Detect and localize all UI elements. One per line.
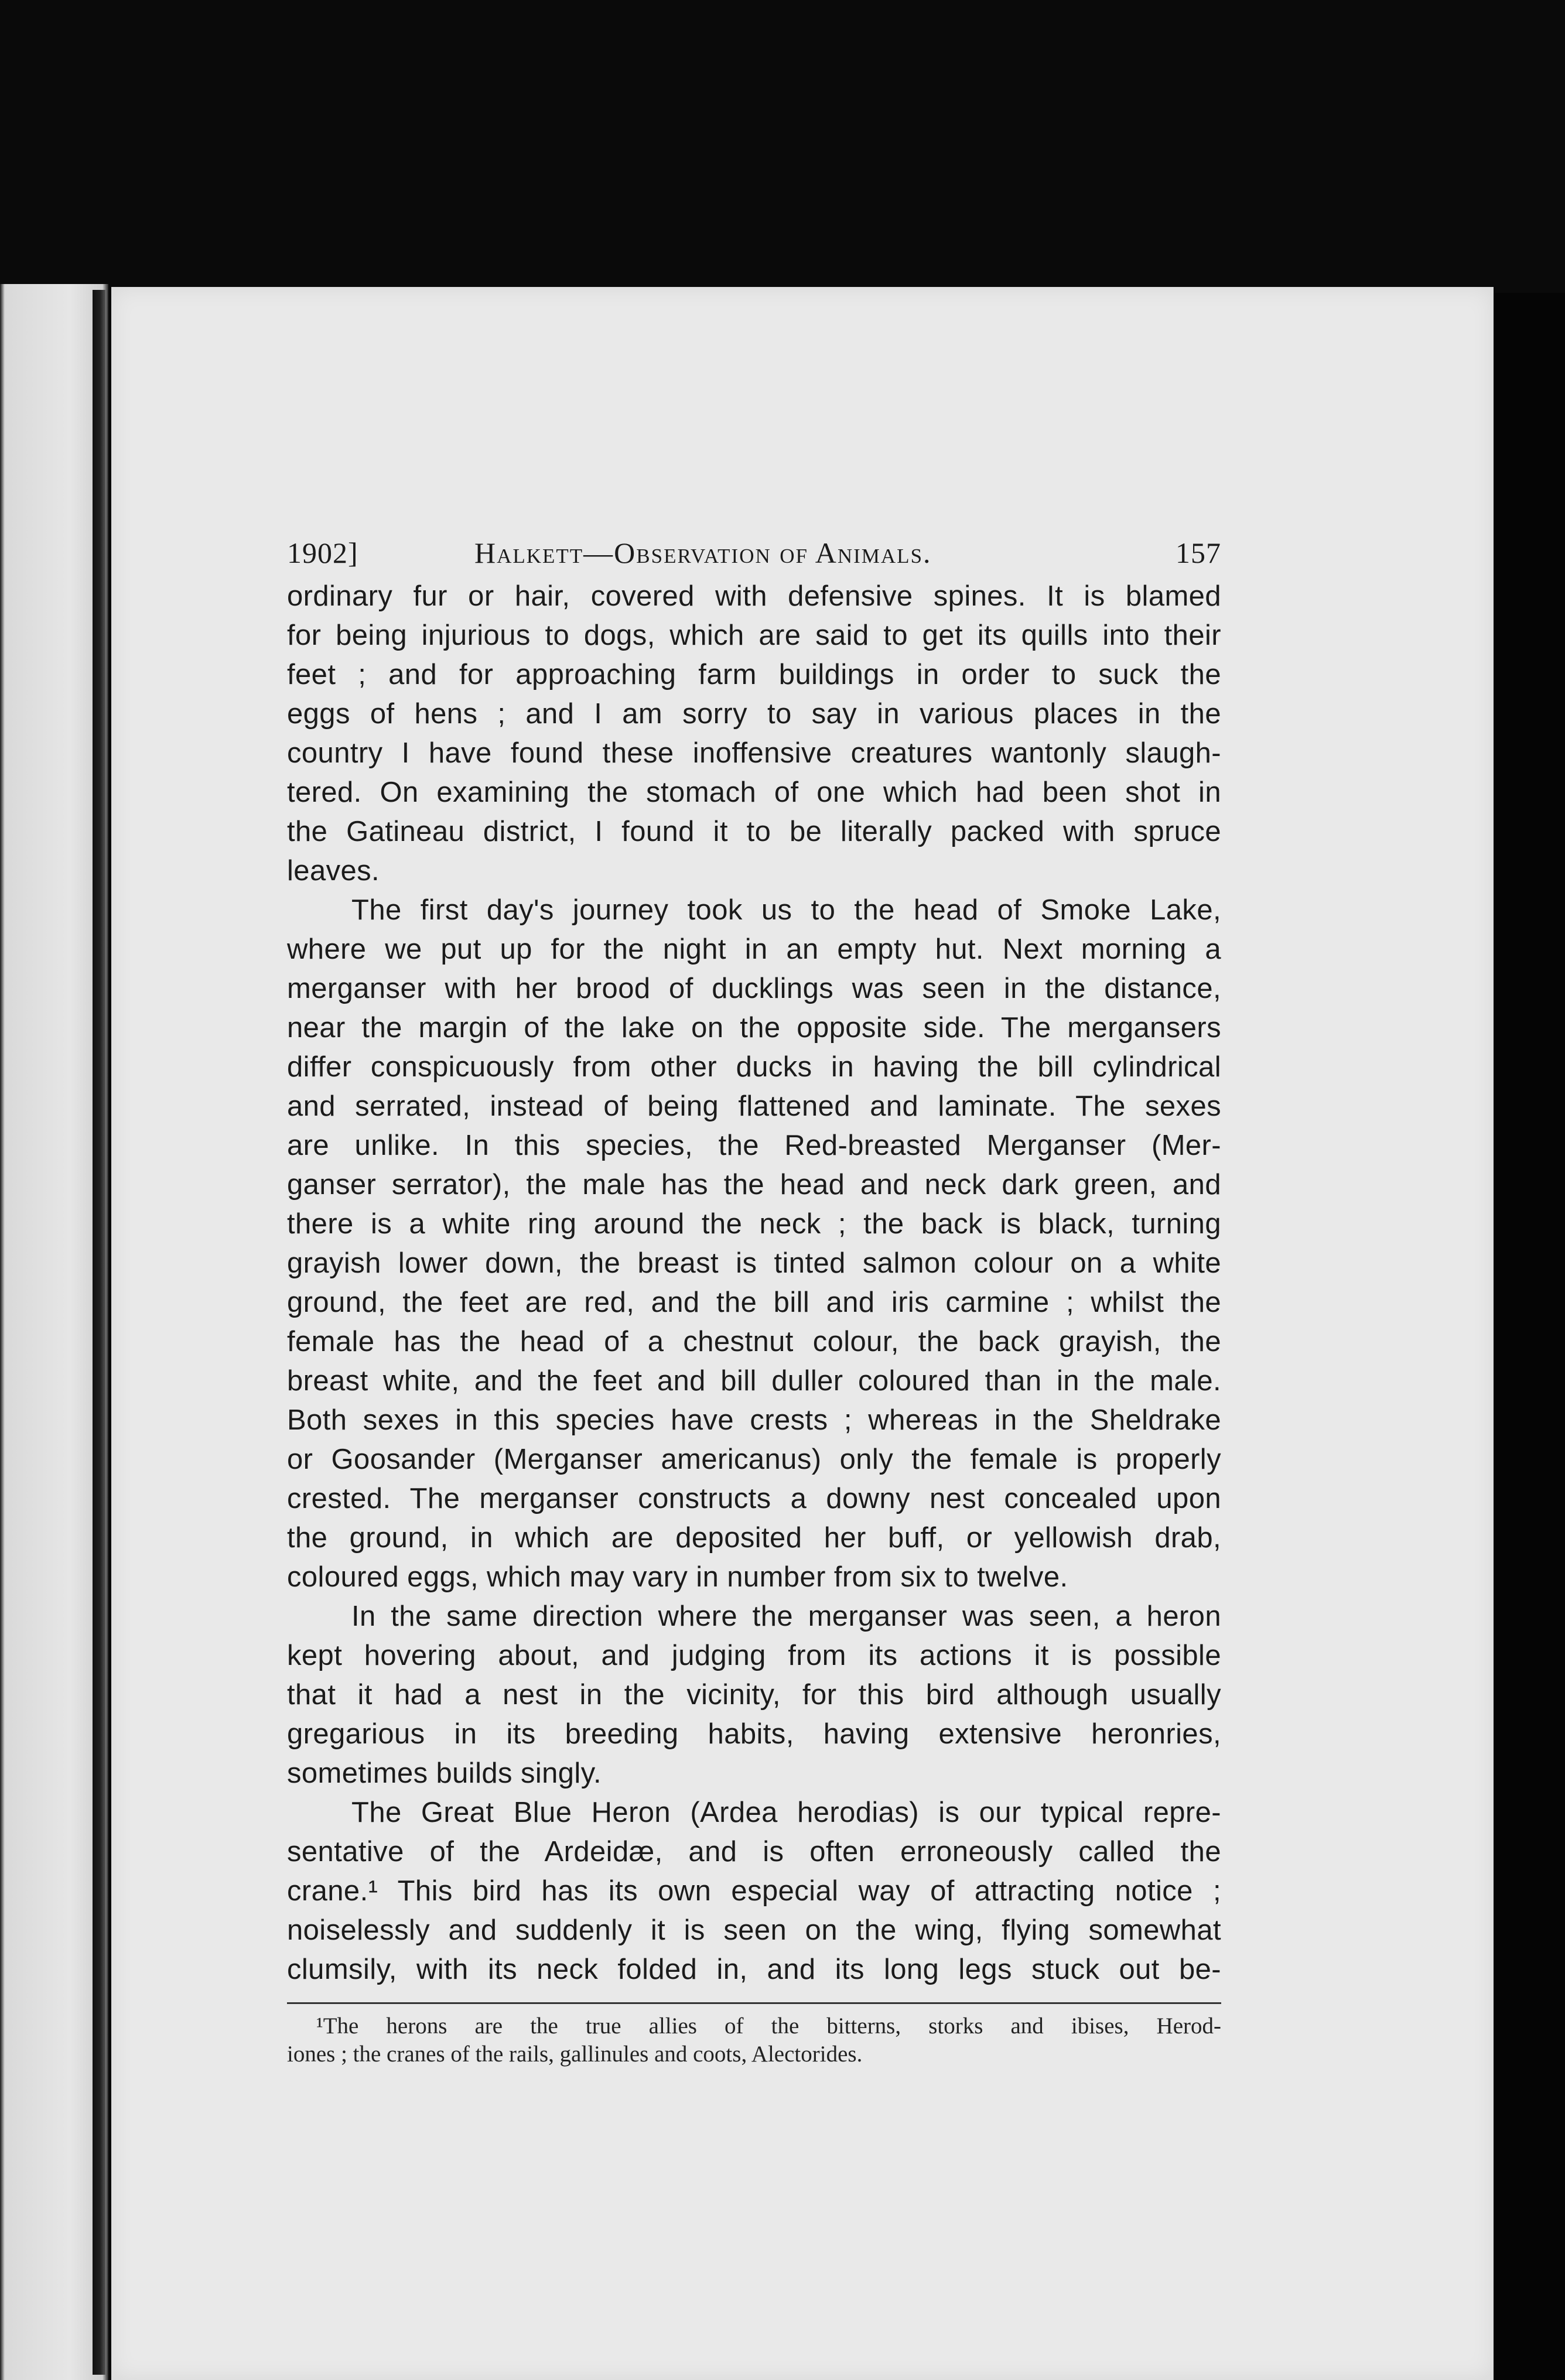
- text-line: breast white, and the feet and bill duller coloured than in the male.: [287, 1365, 1221, 1397]
- footnote-line: iones ; the cranes of the rails, gallinules and coots, Alectorides.: [287, 2042, 863, 2067]
- footnote-rule: [287, 2002, 1221, 2004]
- paragraph-1: [287, 577, 1221, 891]
- text-line: kept hovering about, and judging from its actions it is possible: [287, 1640, 1221, 1671]
- running-head-title: Halkett—Observation of Animals.: [474, 536, 932, 569]
- page-text-block: [287, 530, 1221, 2068]
- text-line: crested. The merganser constructs a downy nest concealed upon: [287, 1483, 1221, 1514]
- text-line: leaves.: [287, 855, 380, 887]
- text-line: the ground, in which are deposited her buff, or yellowish drab,: [287, 1522, 1221, 1554]
- text-line: or Goosander (Merganser americanus) only the female is properly: [287, 1444, 1221, 1475]
- text-line: tered. On examining the stomach of one which had been shot in: [287, 777, 1221, 808]
- text-line: In the same direction where the merganser was seen, a heron: [351, 1601, 1221, 1632]
- paragraph-4: [287, 1793, 1221, 1989]
- text-line: grayish lower down, the breast is tinted salmon colour on a white: [287, 1247, 1221, 1279]
- text-line: female has the head of a chestnut colour, the back grayish, the: [287, 1326, 1221, 1357]
- text-line: eggs of hens ; and I am sorry to say in various places in the: [287, 698, 1221, 730]
- running-head: [287, 530, 1221, 577]
- body-text: [287, 577, 1221, 1989]
- text-line: merganser with her brood of ducklings was seen in the distance,: [287, 973, 1221, 1004]
- text-line: ground, the feet are red, and the bill and iris carmine ; whilst the: [287, 1287, 1221, 1318]
- text-line: The Great Blue Heron (Ardea herodias) is our typical repre-: [351, 1797, 1221, 1828]
- footnote: [287, 2012, 1221, 2068]
- page-number: 157: [1176, 536, 1221, 569]
- text-line: that it had a nest in the vicinity, for this bird although usually: [287, 1679, 1221, 1711]
- paragraph-2: [287, 891, 1221, 1597]
- paragraph-3: [287, 1597, 1221, 1793]
- text-line: differ conspicuously from other ducks in having the bill cylindrical: [287, 1051, 1221, 1083]
- text-line: sentative of the Ardeidæ, and is often erroneously called the: [287, 1836, 1221, 1868]
- text-line: there is a white ring around the neck ; the back is black, turning: [287, 1208, 1221, 1240]
- text-line: are unlike. In this species, the Red-breasted Merganser (Mer-: [287, 1130, 1221, 1161]
- text-line: sometimes builds singly.: [287, 1757, 602, 1789]
- text-line: Both sexes in this species have crests ; whereas in the Sheldrake: [287, 1404, 1221, 1436]
- text-line: for being injurious to dogs, which are said to get its quills into their: [287, 620, 1221, 651]
- text-line: ordinary fur or hair, covered with defensive spines. It is blamed: [287, 580, 1221, 612]
- text-line: coloured eggs, which may vary in number from six to twelve.: [287, 1561, 1068, 1593]
- text-line: clumsily, with its neck folded in, and its long legs stuck out be-: [287, 1954, 1221, 1985]
- text-line: gregarious in its breeding habits, having extensive heronries,: [287, 1718, 1221, 1750]
- text-line: noiselessly and suddenly it is seen on the wing, flying somewhat: [287, 1914, 1221, 1946]
- text-line: country I have found these inoffensive creatures wantonly slaugh-: [287, 737, 1221, 769]
- footnote-line: ¹The herons are the true allies of the bitterns, storks and ibises, Herod-: [316, 2013, 1221, 2039]
- text-line: the Gatineau district, I found it to be literally packed with spruce: [287, 816, 1221, 847]
- text-line: and serrated, instead of being flattened and laminate. The sexes: [287, 1090, 1221, 1122]
- binding-shadow: [93, 290, 105, 2375]
- right-margin-shadow: [1494, 293, 1565, 2380]
- text-line: ganser serrator), the male has the head and neck dark green, and: [287, 1169, 1221, 1201]
- running-head-year: 1902]: [287, 536, 358, 569]
- text-line: where we put up for the night in an empty hut. Next morning a: [287, 933, 1221, 965]
- text-line: feet ; and for approaching farm buildings in order to suck the: [287, 659, 1221, 690]
- text-line: The first day's journey took us to the head of Smoke Lake,: [351, 894, 1221, 926]
- text-line: crane.¹ This bird has its own especial way of attracting notice ;: [287, 1875, 1221, 1907]
- text-line: near the margin of the lake on the opposite side. The mergansers: [287, 1012, 1221, 1044]
